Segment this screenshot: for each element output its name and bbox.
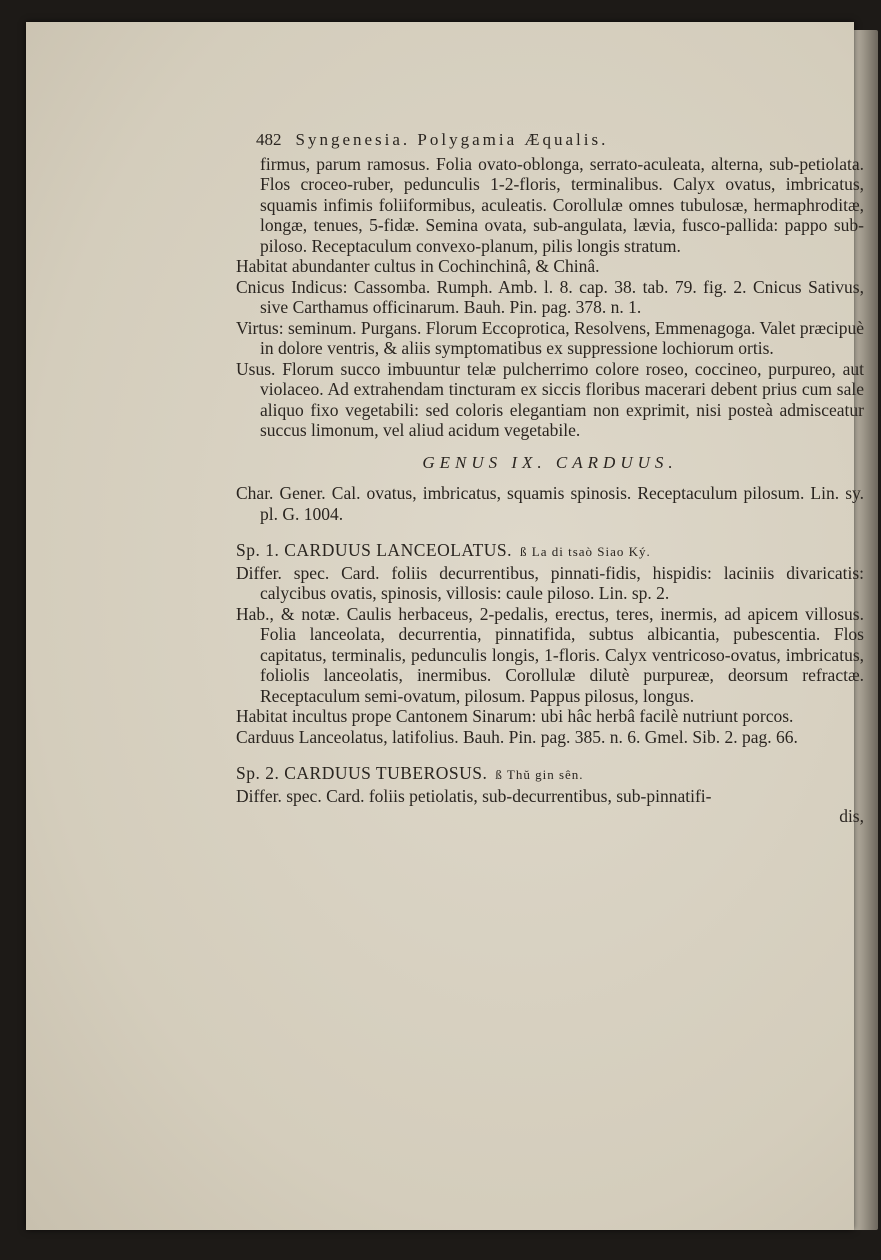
species-2-differentia: Differ. spec. Card. foliis petiolatis, sub-decurrentibus, sub-pinnatifi- [236,785,712,806]
running-title: Syngenesia. Polygamia Æqualis. [295,130,609,149]
synonym-paragraph: Cnicus Indicus: Cassomba. Rumph. Amb. l. 8. cap. 38. tab. 79. fig. 2. Cnicus Sativus, sive Carthamus officinarum. Bauh. Pin. pag. 378. n. 1. [236,276,864,317]
habitat-paragraph: Habitat abundanter cultus in Cochinchinâ, & Chinâ. [236,256,600,276]
species-1-name: Sp. 1. CARDUUS LANCEOLATUS. [236,540,513,560]
genus-heading: GENUS IX. CARDUUS. [422,452,678,472]
book-page [26,22,864,1230]
species-1-differentia: Differ. spec. Card. foliis decurrentibus, pinnati-fidis, hispidis: laciniis divaricatis: calycibus ovatis, spinosis, villosis: caule piloso. Lin. sp. 2. [236,562,864,603]
species-1-habitat: Habitat incultus prope Cantonem Sinarum: ubi hâc herbâ facilè nutriunt porcos. [236,706,794,726]
page-content [236,130,864,827]
species-1-vernacular: ß La di tsaò Siao Ký. [520,544,651,559]
running-header [256,130,864,151]
species-1-notes: Hab., & notæ. Caulis herbaceus, 2-pedalis, erectus, teres, inermis, ad apicem villosus. Folia lanceolata, decurrentia, pinnatifida, subtus albicantia, pubescentia. Flos capitatus, terminalis, pedunculis longis, 1-floris. Calyx ventricoso-ovatus, imbricatus, foliolis lanceolatis, inermibus. Corollulæ dilutè purpureæ, deorsum refractæ. Receptaculum semi-ovatum, pilosum. Pappus pilosus, longus. [236,603,864,706]
description-paragraph: firmus, parum ramosus. Folia ovato-oblonga, serrato-aculeata, alterna, sub-petiolata. Flos croceo-ruber, pedunculis 1-2-floris, terminalibus. Calyx ovatus, imbricatus, squamis infimis foliiformibus, aculeatis. Corollulæ omnes tubulosæ, hermaphroditæ, longæ, tenues, 5-fidæ. Semina ovata, sub-angulata, lævia, fusco-pallida: pappo sub-piloso. Receptaculum convexo-planum, pilis longis stratum. [260,153,864,256]
species-1-heading [236,540,864,563]
species-2-heading [236,763,864,786]
species-1-synonym: Carduus Lanceolatus, latifolius. Bauh. Pin. pag. 385. n. 6. Gmel. Sib. 2. pag. 66. [236,726,798,747]
species-2-vernacular: ß Thŭ gin sên. [495,767,584,782]
usus-paragraph: Usus. Florum succo imbuuntur telæ pulcherrimo colore roseo, coccineo, purpureo, aut violaceo. Ad extrahendam tincturam ex siccis floribus macerari debent prius cum sale aliquo fixo vegetabili: sed coloris elegantiam non exprimit, nisi posteà admisceatur succus limonum, vel aliud acidum vegetabile. [236,358,864,440]
species-2-name: Sp. 2. CARDUUS TUBEROSUS. [236,763,488,783]
catchword: dis, [839,806,864,826]
genus-character: Char. Gener. Cal. ovatus, imbricatus, squamis spinosis. Receptaculum pilosum. Lin. sy. pl. G. 1004. [236,483,864,524]
virtus-paragraph: Virtus: seminum. Purgans. Florum Eccoprotica, Resolvens, Emmenagoga. Valet præcipuè in dolore ventris, & aliis symptomatibus ex suppressione lochiorum ortis. [236,317,864,358]
page-number: 482 [256,130,282,149]
